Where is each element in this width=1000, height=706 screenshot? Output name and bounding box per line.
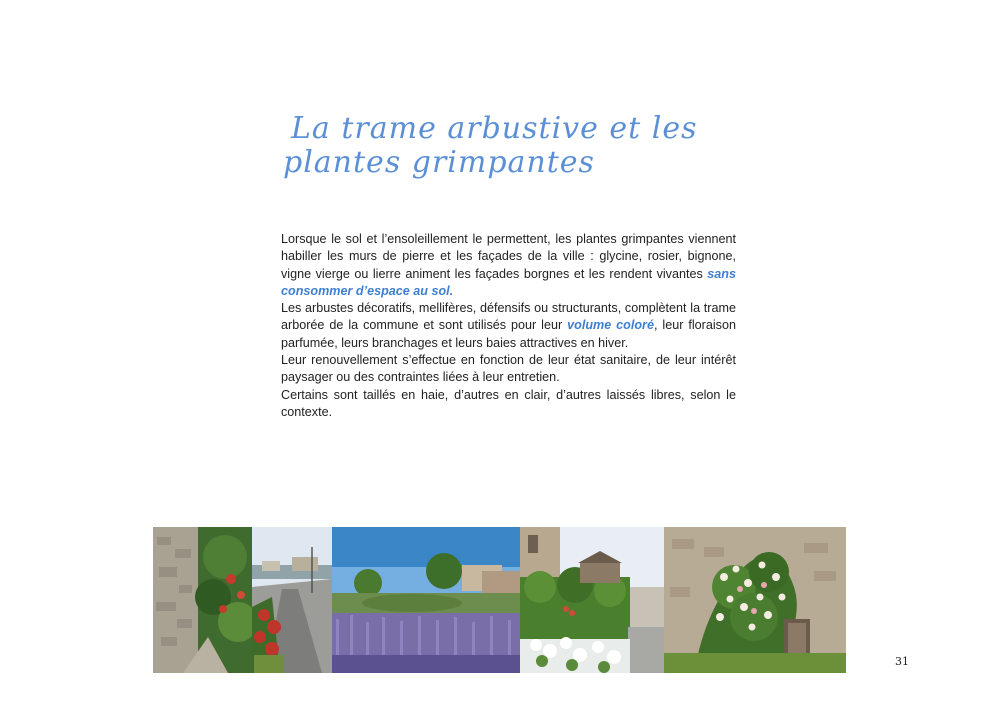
- highlight-text: volume coloré: [567, 318, 654, 333]
- photo-stone-alley: [153, 527, 252, 673]
- paragraph-text: Leur renouvellement s’effectue en fonction de leur état sanitaire, de leur intérêt paysager ou des contraintes liées à leur entretien.: [281, 353, 736, 385]
- paragraph: [281, 352, 736, 387]
- paragraph-text: , leur floraison parfumée, leurs branchages et leurs baies attractives en hiver.: [281, 318, 736, 350]
- title-line-2: plantes grimpantes: [283, 145, 595, 180]
- photo-strip: [153, 527, 846, 673]
- paragraph: [281, 300, 736, 352]
- page-number: 31: [895, 655, 909, 668]
- paragraph-text: Les arbustes décoratifs, mellifères, défensifs ou structurants, complètent la trame arborée de la commune et sont utilisés pour leur: [281, 301, 736, 333]
- highlight-text: sans consommer d’espace au sol.: [281, 266, 736, 298]
- title-line-1: La trame arbustive et les: [291, 111, 698, 146]
- photo-street-shrubs: [252, 527, 332, 673]
- paragraph-text: Certains sont taillés en haie, d’autres en clair, d’autres laissés libres, selon le contexte.: [281, 387, 736, 419]
- photo-ivy-building: [520, 527, 664, 673]
- photo-climbing-roses: [664, 527, 846, 673]
- paragraph-text: Lorsque le sol et l’ensoleillement le permettent, les plantes grimpantes viennent habiller les murs de pierre et les façades de la ville : glycine, rosier, bignone, vigne vierge ou lierre animent les façades borgnes et les rendent vivantes: [281, 232, 736, 281]
- body-text: [281, 231, 736, 421]
- paragraph: [281, 231, 736, 300]
- page-title: [283, 112, 763, 180]
- photo-lavender: [332, 527, 520, 673]
- paragraph: [281, 387, 736, 422]
